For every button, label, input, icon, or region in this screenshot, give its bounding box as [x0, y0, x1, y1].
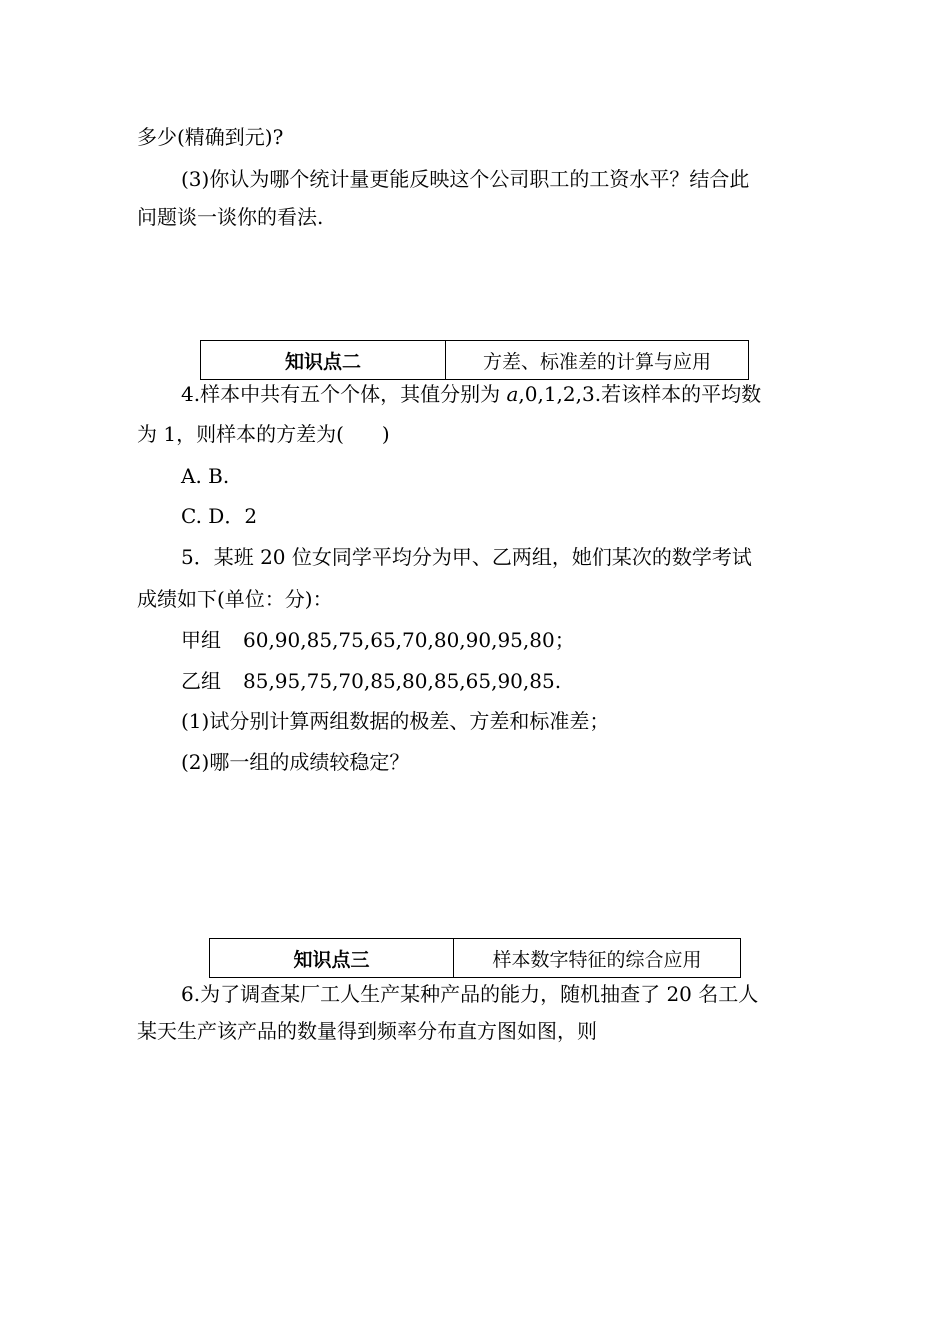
question-3-line: (3)你认为哪个统计量更能反映这个公司职工的工资水平？结合此 [181, 167, 750, 191]
question-4-line1 [181, 380, 761, 408]
text-line: 多少(精确到元)? [137, 125, 284, 149]
variable-a: a [506, 382, 519, 406]
group-b-row [181, 667, 561, 695]
question-4-line2 [137, 420, 390, 448]
section-title: 样本数字特征的综合应用 [454, 939, 741, 978]
options-ab: A. B. [181, 464, 230, 488]
section-header-3 [209, 938, 741, 978]
text: 为 1，则样本的方差为( [137, 422, 344, 446]
sub-question-1: (1)试分别计算两组数据的极差、方差和标准差； [181, 709, 610, 733]
text: ,0,1,2,3.若该样本的平均数 [518, 382, 762, 406]
section-key: 知识点三 [210, 939, 454, 978]
section-key: 知识点二 [201, 341, 446, 380]
text: ) [381, 422, 390, 446]
group-label: 乙组 [181, 669, 221, 693]
question-6-line1: 6.为了调查某厂工人生产某种产品的能力，随机抽查了 20 名工人 [181, 982, 759, 1006]
sub-question-2: (2)哪一组的成绩较稳定？ [181, 750, 410, 774]
group-data: 60,90,85,75,65,70,80,90,95,80； [243, 628, 575, 652]
group-data: 85,95,75,70,85,80,85,65,90,85. [243, 669, 562, 693]
section-title: 方差、标准差的计算与应用 [446, 341, 749, 380]
question-6-line2: 某天生产该产品的数量得到频率分布直方图如图，则 [137, 1019, 597, 1043]
group-label: 甲组 [181, 628, 221, 652]
text: 4.样本中共有五个个体，其值分别为 [181, 382, 507, 406]
section-header-2 [200, 340, 749, 380]
text-line: 问题谈一谈你的看法. [137, 205, 324, 229]
question-5-line2: 成绩如下(单位：分)： [137, 587, 333, 611]
options-cd: C. D．2 [181, 504, 258, 528]
question-5-line1: 5．某班 20 位女同学平均分为甲、乙两组，她们某次的数学考试 [181, 545, 752, 569]
group-a-row [181, 626, 575, 654]
